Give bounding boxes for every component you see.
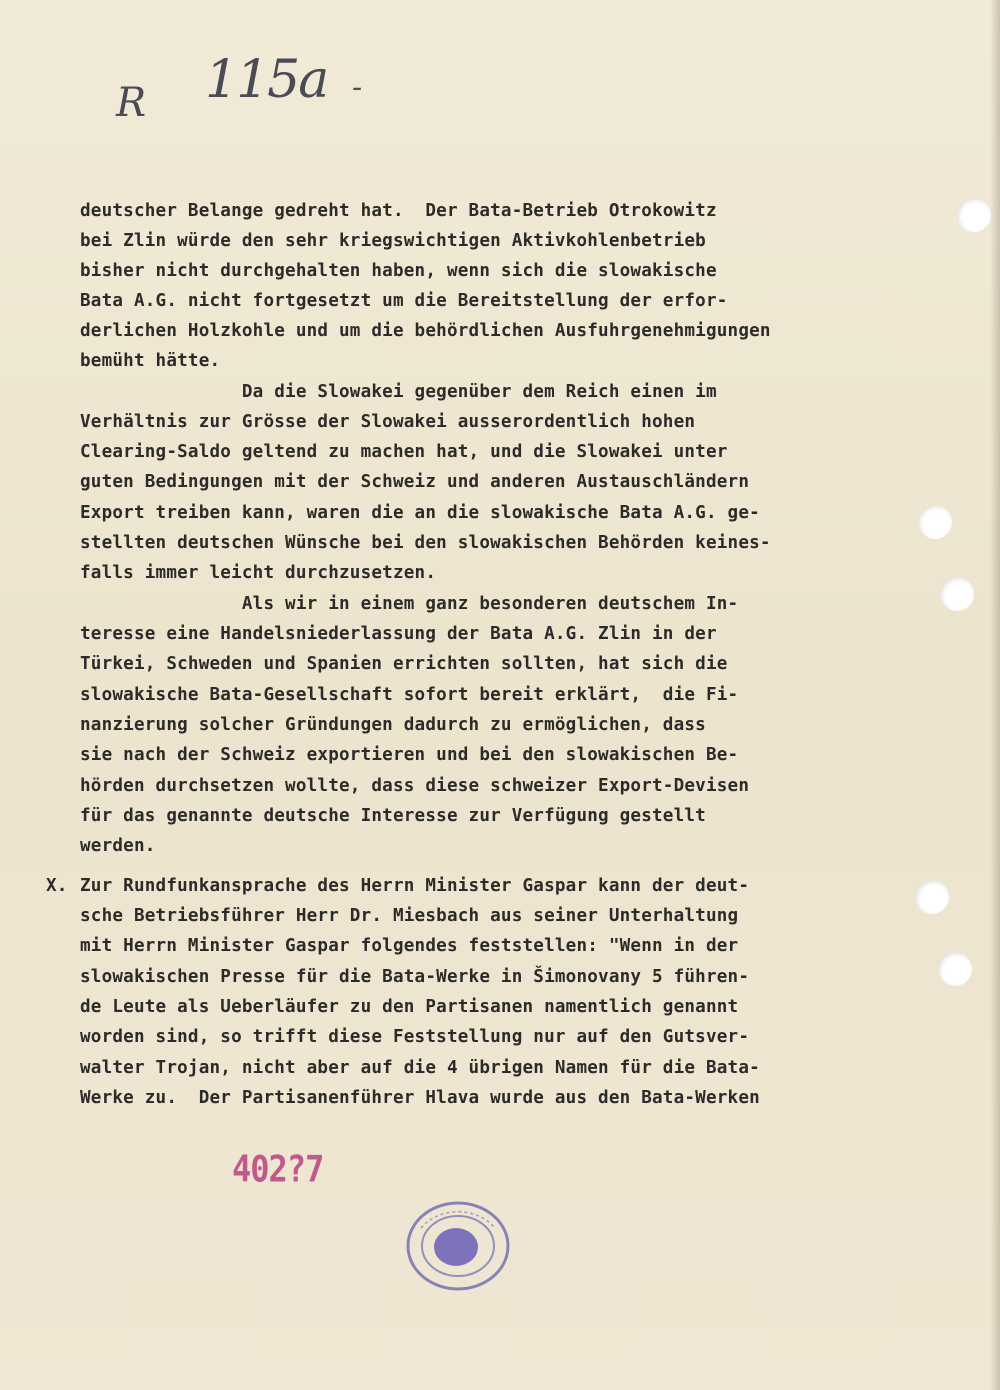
text-line: slowakischen Presse für die Bata-Werke in Šimonovany 5 führen-	[80, 967, 750, 987]
text-line: nanzierung solcher Gründungen dadurch zu ermöglichen, dass	[80, 715, 706, 735]
text-line: Werke zu. Der Partisanenführer Hlava wurde aus den Bata-Werken	[80, 1088, 760, 1108]
text-line: für das genannte deutsche Interesse zur Verfügung gestellt	[80, 806, 706, 826]
punch-hole	[918, 505, 952, 539]
punch-hole	[957, 198, 991, 232]
text-line: Bata A.G. nicht fortgesetzt um die Bereitstellung der erfor-	[80, 291, 728, 311]
text-line: Export treiben kann, waren die an die slowakische Bata A.G. ge-	[80, 503, 760, 523]
text-line: bisher nicht durchgehalten haben, wenn sich die slowakische	[80, 261, 717, 281]
text-line: teresse eine Handelsniederlassung der Bata A.G. Zlin in der	[80, 624, 717, 644]
handwritten-initial: R	[116, 80, 147, 126]
text-line: derlichen Holzkohle und um die behördlichen Ausfuhrgenehmigungen	[80, 321, 771, 341]
text-line: worden sind, so trifft diese Feststellung nur auf den Gutsver-	[80, 1027, 750, 1047]
handwritten-folio-number: 115a	[205, 50, 328, 110]
text-line: sie nach der Schweiz exportieren und bei den slowakischen Be-	[80, 745, 739, 765]
text-line: Verhältnis zur Grösse der Slowakei ausserordentlich hohen	[80, 412, 696, 432]
page-edge-shadow	[990, 0, 1000, 1390]
text-line: mit Herrn Minister Gaspar folgendes feststellen: "Wenn in der	[80, 936, 739, 956]
text-line: Clearing-Saldo geltend zu machen hat, und die Slowakei unter	[80, 442, 728, 462]
text-line: de Leute als Ueberläufer zu den Partisanen namentlich genannt	[80, 997, 739, 1017]
text-line: Da die Slowakei gegenüber dem Reich einen im	[80, 382, 717, 402]
text-line: sche Betriebsführer Herr Dr. Miesbach aus seiner Unterhaltung	[80, 906, 739, 926]
punch-hole	[938, 952, 972, 986]
text-line: falls immer leicht durchzusetzen.	[80, 563, 437, 583]
text-line: deutscher Belange gedreht hat. Der Bata-Betrieb Otrokowitz	[80, 201, 717, 221]
text-line: walter Trojan, nicht aber auf die 4 übrigen Namen für die Bata-	[80, 1058, 760, 1078]
section-marker: X.	[46, 876, 68, 896]
text-line: stellten deutschen Wünsche bei den slowakischen Behörden keines-	[80, 533, 771, 553]
text-line: guten Bedingungen mit der Schweiz und anderen Austauschländern	[80, 472, 750, 492]
text-line: Als wir in einem ganz besonderen deutschem In-	[80, 594, 739, 614]
archive-stamp-number: 402?7	[232, 1147, 324, 1191]
handwritten-dash: -	[352, 70, 363, 105]
text-line: bei Zlin würde den sehr kriegswichtigen Aktivkohlenbetrieb	[80, 231, 706, 251]
punch-hole	[915, 880, 949, 914]
archive-seal-stamp	[403, 1198, 513, 1294]
text-line: hörden durchsetzen wollte, dass diese schweizer Export-Devisen	[80, 776, 750, 796]
text-line: Zur Rundfunkansprache des Herrn Minister Gaspar kann der deut-	[80, 876, 750, 896]
text-line: Türkei, Schweden und Spanien errichten sollten, hat sich die	[80, 654, 728, 674]
punch-hole	[940, 577, 974, 611]
text-line: werden.	[80, 836, 156, 856]
text-line: bemüht hätte.	[80, 351, 221, 371]
text-line: slowakische Bata-Gesellschaft sofort bereit erklärt, die Fi-	[80, 685, 739, 705]
